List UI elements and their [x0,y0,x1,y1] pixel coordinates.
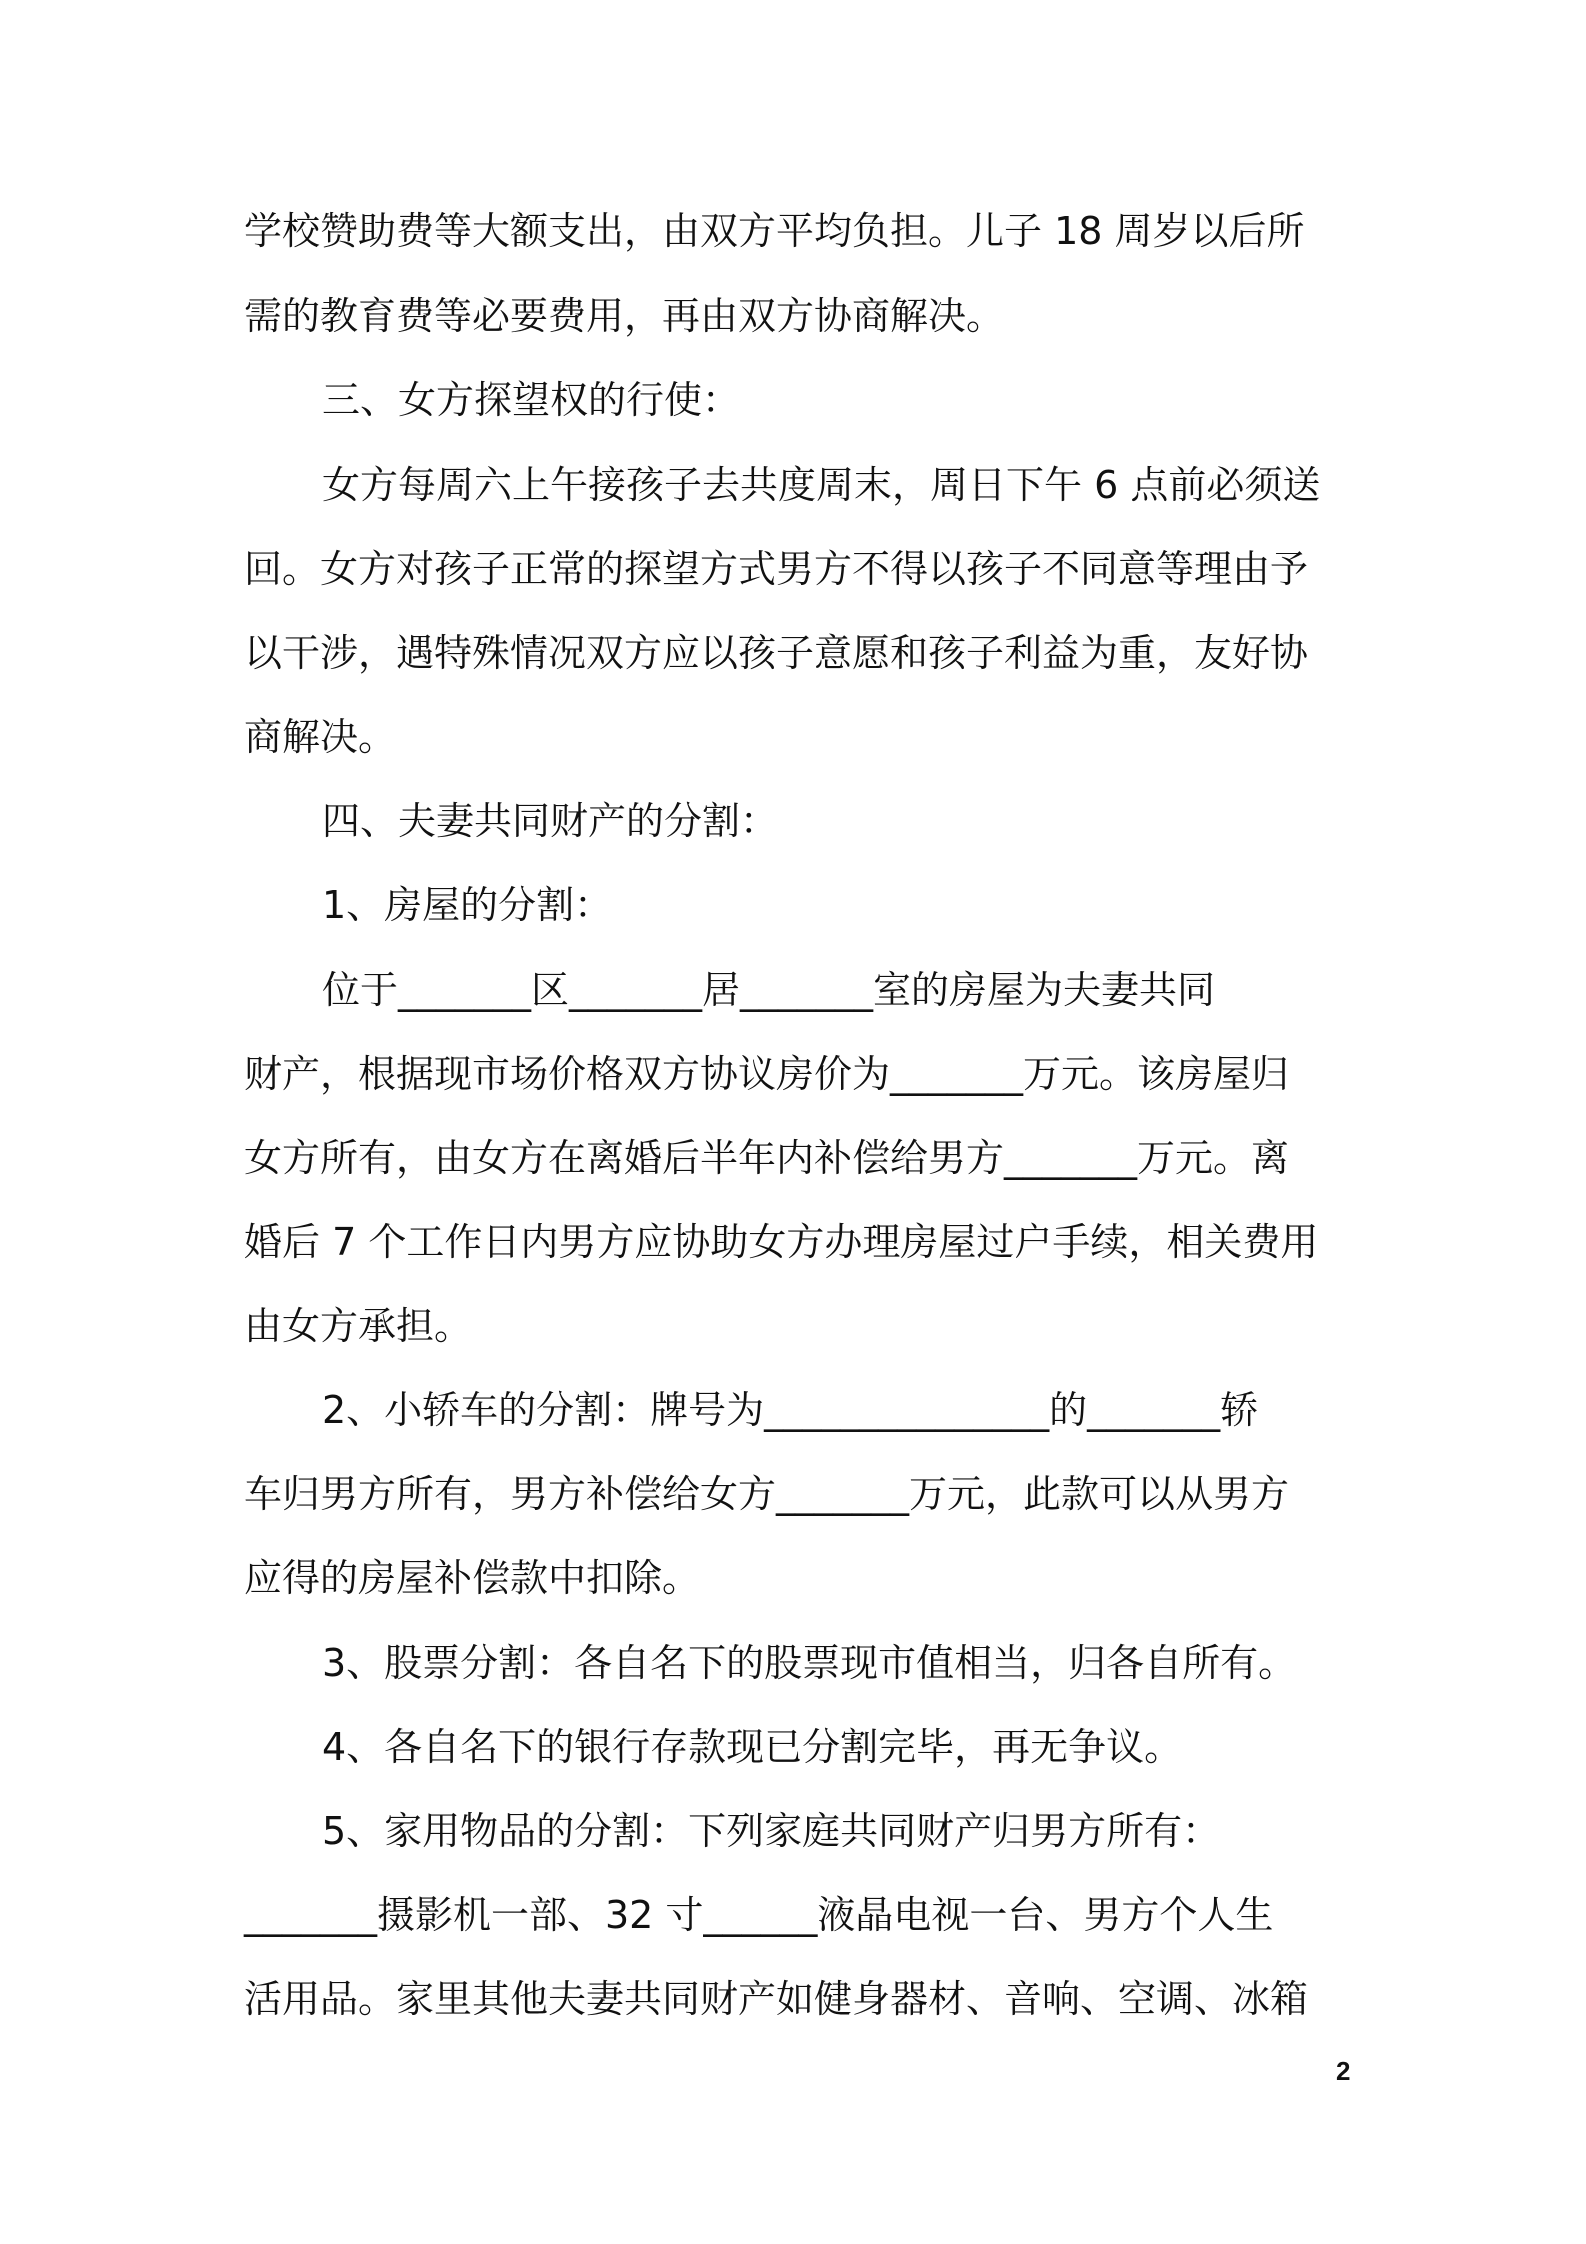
page-number: 2 [1336,2056,1351,2086]
body-text-line: 活用品。家里其他夫妻共同财产如健身器材、音响、空调、冰箱 [244,1977,1309,2021]
body-text-line: 需的教育费等必要费用，再由双方协商解决。 [244,294,1005,338]
body-text-line: 商解决。 [244,715,397,759]
subsection-heading-house: 1、房屋的分割： [322,883,613,927]
section-heading-visitation: 三、女方探望权的行使： [322,378,741,422]
subsection-heading-car: 2、小轿车的分割：牌号为_______________的_______轿 [322,1388,1259,1432]
body-text-line: 学校赞助费等大额支出，由双方平均负担。儿子 18 周岁以后所 [244,209,1305,253]
subsection-heading-deposits: 4、各自名下的银行存款现已分割完毕，再无争议。 [322,1725,1183,1769]
subsection-heading-household: 5、家用物品的分割：下列家庭共同财产归男方所有： [322,1809,1221,1853]
body-text-line: 婚后 7 个工作日内男方应协助女方办理房屋过户手续，相关费用 [244,1220,1319,1264]
body-text-line: 由女方承担。 [244,1304,473,1348]
body-text-line: 车归男方所有，男方补偿给女方_______万元，此款可以从男方 [244,1472,1290,1516]
body-text-line: _______摄影机一部、32 寸______液晶电视一台、男方个人生 [244,1893,1274,1937]
subsection-heading-stocks: 3、股票分割：各自名下的股票现市值相当，归各自所有。 [322,1641,1297,1685]
body-text-line: 以干涉，遇特殊情况双方应以孩子意愿和孩子利益为重，友好协 [244,631,1309,675]
body-text-line: 应得的房屋补偿款中扣除。 [244,1556,701,1600]
body-text-line: 位于_______区_______居_______室的房屋为夫妻共同 [322,968,1216,1012]
body-text-line: 回。女方对孩子正常的探望方式男方不得以孩子不同意等理由予 [244,547,1309,591]
body-text-line: 财产，根据现市场价格双方协议房价为_______万元。该房屋归 [244,1052,1290,1096]
body-text-line: 女方所有，由女方在离婚后半年内补偿给男方_______万元。离 [244,1136,1290,1180]
body-text-line: 女方每周六上午接孩子去共度周末，周日下午 6 点前必须送 [322,463,1321,507]
section-heading-property: 四、夫妻共同财产的分割： [322,799,779,843]
